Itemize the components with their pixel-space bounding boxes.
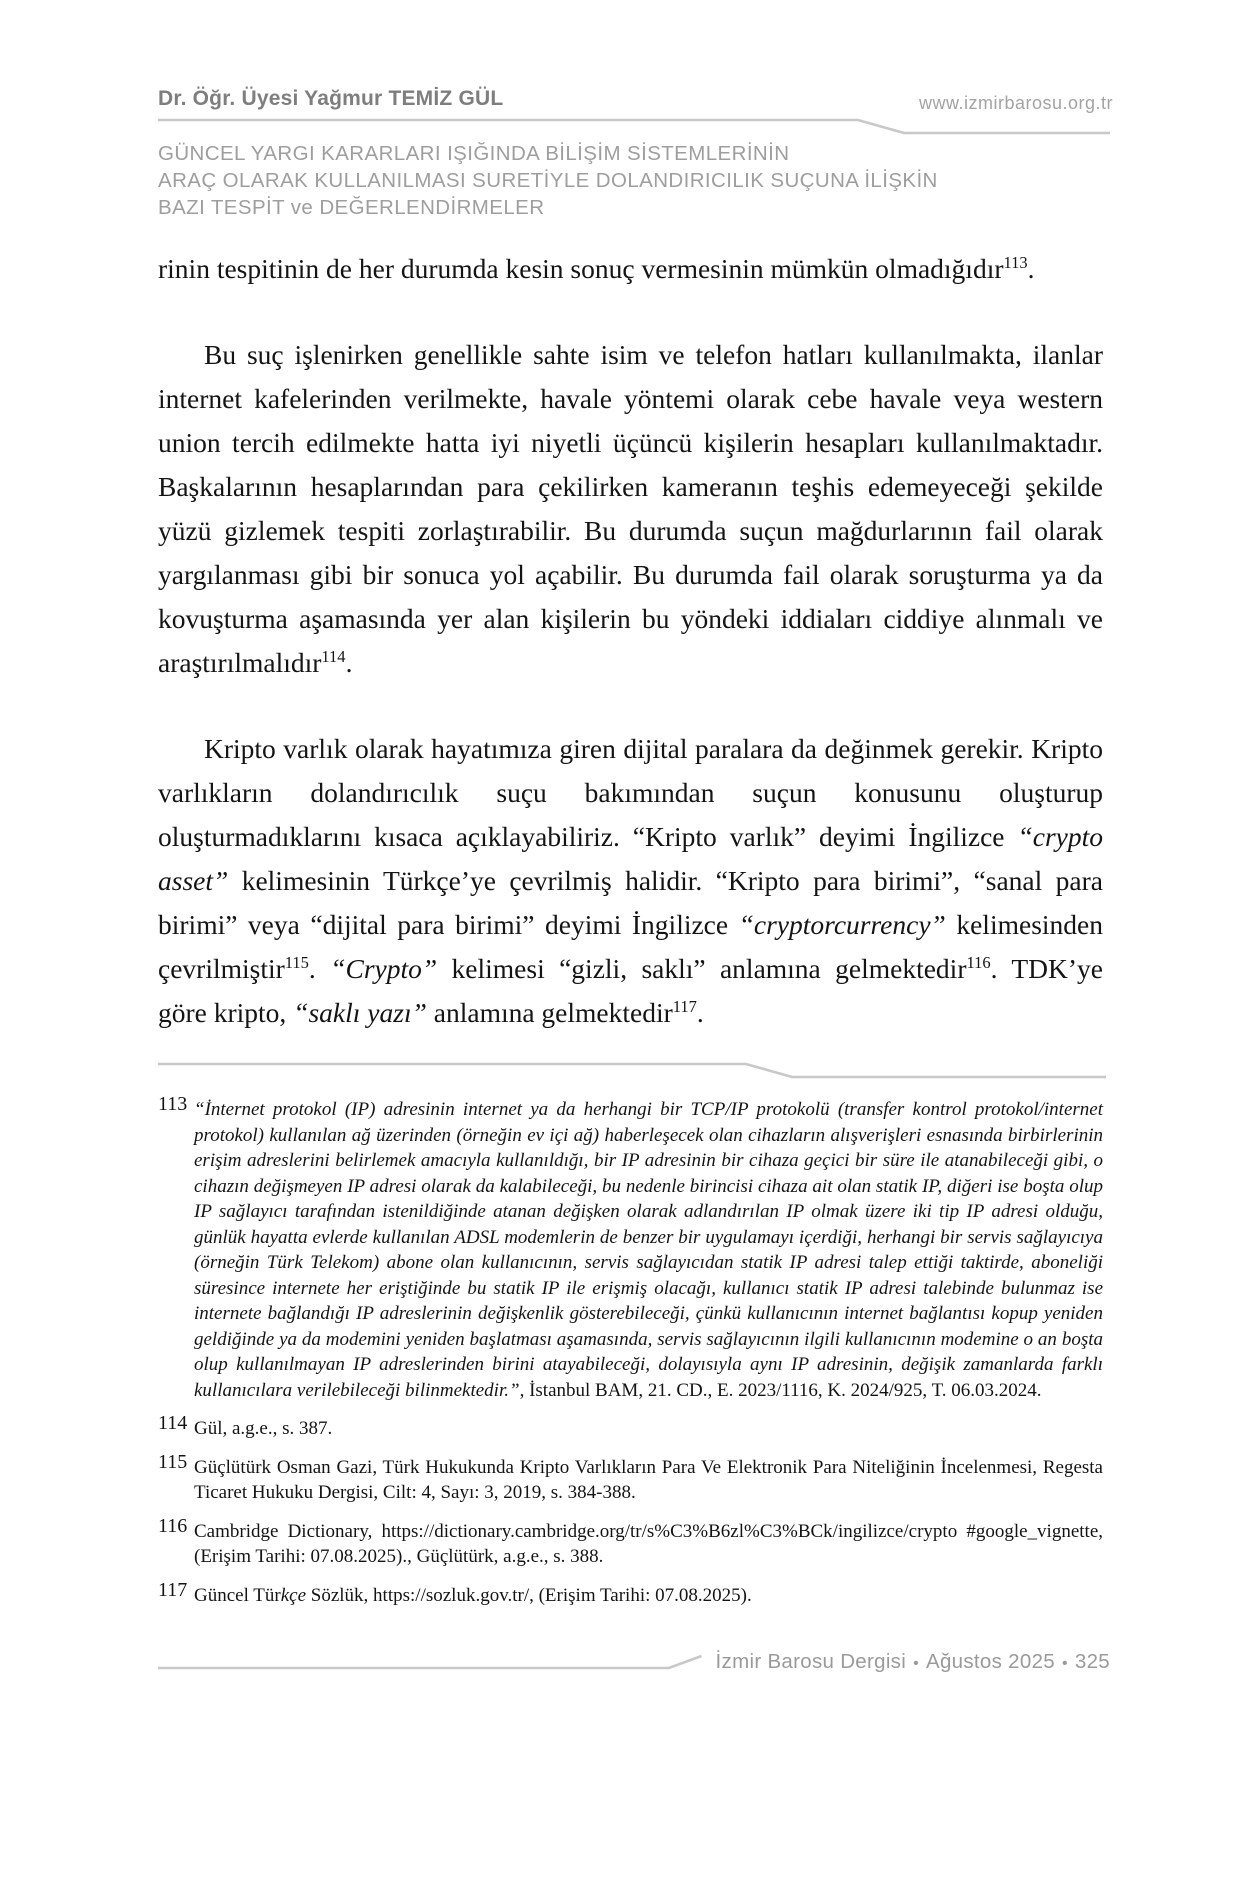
- text-run: Güncel Tür: [194, 1584, 281, 1606]
- footnote-number: 113: [158, 1093, 188, 1115]
- italic-text: “crypto asset”: [158, 821, 1103, 896]
- text-run: Bu suç işlenirken genellikle sahte isim ve telefon hatları kullanılmakta, ilanlar internet kafelerinden verilmekte, havale yöntemi olarak cebe havale veya western union tercih edilmekte hatta iyi niyetli üçüncü kişilerin hesapları kullanılmaktadır. Başkalarının hesaplarından para çekilirken kameranın teşhis edemeyeceği şekilde yüzü gizlemek tespiti zorlaştırabilir. Bu durumda suçun mağdurlarının fail olarak yargılanması gibi bir sonuca yol açabilir. Bu durumda fail olarak soruşturma ya da kovuşturma aşamasında yer alan kişilerin bu yöndeki iddiaları ciddiye alınmalı ve araştırılmalıdır: [158, 339, 1103, 678]
- text-run: Güçlütürk Osman Gazi, Türk Hukukunda Kripto Varlıkların Para Ve Elektronik Para Niteliğinin İncelenmesi, Regesta Ticaret Hukuku Dergisi, Cilt: 4, Sayı: 3, 2019, s. 384-388.: [194, 1456, 1103, 1503]
- journal-footer-text: [716, 1650, 1110, 1674]
- separator-dot: •: [1061, 1655, 1068, 1672]
- separator-dot: •: [913, 1655, 919, 1672]
- footnote-ref[interactable]: 116: [966, 952, 991, 972]
- page-header: [158, 86, 1113, 221]
- author-name: Dr. Öğr. Üyesi Yağmur TEMİZ GÜL: [158, 87, 504, 110]
- italic-text: “saklı yazı”: [293, 997, 427, 1028]
- footnote: [158, 1514, 1103, 1570]
- italic-text: “Crypto”: [330, 953, 438, 984]
- footnote-ref[interactable]: 113: [1003, 252, 1028, 272]
- text-run: Kripto varlık olarak hayatımıza giren dijital paralara da değinmek gerekir. Kripto varlıkların dolandırıcılık suçu bakımından suçun konusunu oluşturup oluşturmadıklarını kısaca açıklayabiliriz. “Kripto varlık” deyimi İngilizce: [158, 733, 1103, 852]
- footnote-text: [194, 1585, 752, 1606]
- article-title-line: ARAÇ OLARAK KULLANILMASI SURETİYLE DOLANDIRICILIK SUÇUNA İLİŞKİN: [158, 169, 938, 192]
- footnote: [158, 1450, 1103, 1506]
- page-footer: [158, 1650, 1110, 1674]
- footnote-ref[interactable]: 114: [321, 646, 346, 666]
- header-divider-line: [158, 117, 1110, 137]
- italic-text: kçe: [280, 1584, 307, 1606]
- issue-date: Ağustos 2025: [926, 1650, 1055, 1673]
- body-paragraph: [158, 727, 1103, 1035]
- footnote-text: [194, 1457, 1103, 1504]
- text-run: kelimesi “gizli, saklı” anlamına gelmektedir: [437, 953, 967, 984]
- article-body: [158, 247, 1103, 1035]
- article-title: [158, 140, 1103, 221]
- text-run: kelimesinin Türkçe’ye çevrilmiş halidir. “Kripto para birimi”, “sanal para birimi” veya “dijital para birimi” deyimi İngilizce: [158, 865, 1103, 940]
- text-run: anlamına gelmektedir: [426, 997, 673, 1028]
- article-title-line: GÜNCEL YARGI KARARLARI IŞIĞINDA BİLİŞİM SİSTEMLERİNİN: [158, 142, 790, 165]
- text-run: rinin tespitinin de her durumda kesin sonuç vermesinin mümkün olmadığıdır: [158, 253, 1004, 284]
- text-run: .: [1027, 253, 1035, 284]
- italic-text: “cryptorcurrency”: [738, 909, 946, 940]
- article-title-line: BAZI TESPİT ve DEĞERLENDİRMELER: [158, 196, 545, 219]
- footnote-text: [194, 1521, 1103, 1568]
- footnote: [158, 1093, 1103, 1403]
- text-run: Cambridge Dictionary, https://dictionary.cambridge.org/tr/s%C3%B6zl%C3%BCk/ingilizce/crypto #google_vignette, (Erişim Tarihi: 07.08.2025)., Güçlütürk, a.g.e., s. 388.: [194, 1520, 1103, 1567]
- text-run: , İstanbul BAM, 21. CD., E. 2023/1116, K. 2024/925, T. 06.03.2024.: [519, 1379, 1042, 1401]
- footnote: [158, 1578, 1103, 1609]
- footnote-divider-wrap: [158, 1061, 1103, 1079]
- footnote-text: [194, 1418, 332, 1439]
- text-run: Sözlük, https://sozluk.gov.tr/, (Erişim Tarihi: 07.08.2025).: [306, 1584, 752, 1606]
- text-run: kelimesinden çevrilmiştir: [158, 909, 1103, 984]
- text-run: .: [696, 997, 704, 1028]
- footer-divider-line: [158, 1652, 702, 1672]
- footnotes-section: [158, 1093, 1103, 1608]
- text-run: . TDK’ye göre kripto,: [158, 953, 1104, 1028]
- website-url[interactable]: www.izmirbarosu.org.tr: [918, 93, 1113, 113]
- page-number: 325: [1074, 1650, 1110, 1673]
- footnote-number: 116: [158, 1514, 188, 1537]
- footnote-number: 115: [158, 1450, 188, 1473]
- footnote-ref[interactable]: 115: [284, 952, 309, 972]
- text-run: Gül, a.g.e., s. 387.: [194, 1418, 333, 1439]
- text-run: .: [308, 953, 331, 984]
- footnote-divider-line: [158, 1061, 1106, 1079]
- italic-text: “İnternet protokol (IP) adresinin internet ya da herhangi bir TCP/IP protokolü (transfer kontrol protokol/internet protokol) kullanılan ağ üzerinden (örneğin ev içi ağ) haberleşecek olan cihazların alışverişleri esnasında birbirlerinin erişim adreslerini belirlemek amacıyla kullanıldığı, bir IP adresinin bir cihaza geçici bir süre ile atanabileceği gibi, o cihazın değişmeyen IP adresi olarak da kalabileceği, bu nedenle birincisi cihaza ait olan statik IP, diğeri ise boşta olup IP sağlayıcı tarafından istenildiğinde atanan değişken olarak adlandırılan IP olmak üzere iki tip IP adresi olduğu, günlük hayatta evlerde kullanılan ADSL modemlerin de benzer bir uygulamayı içerdiği, herhangi bir servis sağlayıcıya (örneğin Türk Telekom) abone olan kullanıcının, servis sağlayıcıdan statik IP adresi talep ettiği taktirde, aboneliği süresince internete her eriştiğinde bu statik IP ile erişmiş olacağı, kullanıcı statik IP adresi talebinde bulunmaz ise internete bağlandığı IP adreslerinin değişkenlik gösterebileceği, çünkü kullanıcının internet bağlantısı kopup yeniden geldiğinde ya da modemini yeniden başlatması aşamasında, servis sağlayıcının ilgili kullanıcının modemine o an boşta olup kullanılmayan IP adreslerinden birini atayabileceği, dolayısıyla aynı IP adresinin, değişik zamanlarda farklı kullanıcılara verilebileceği bilinmektedir.”: [194, 1099, 1103, 1401]
- body-paragraph: [158, 247, 1103, 291]
- footnote: [158, 1412, 1103, 1442]
- footnote-number: 117: [158, 1578, 188, 1601]
- text-run: .: [345, 647, 353, 678]
- footnote-text: [194, 1099, 1103, 1401]
- footnote-number: 114: [158, 1412, 188, 1434]
- journal-name: İzmir Barosu Dergisi: [715, 1650, 907, 1673]
- footnote-ref[interactable]: 117: [672, 996, 697, 1016]
- body-paragraph: [158, 333, 1103, 685]
